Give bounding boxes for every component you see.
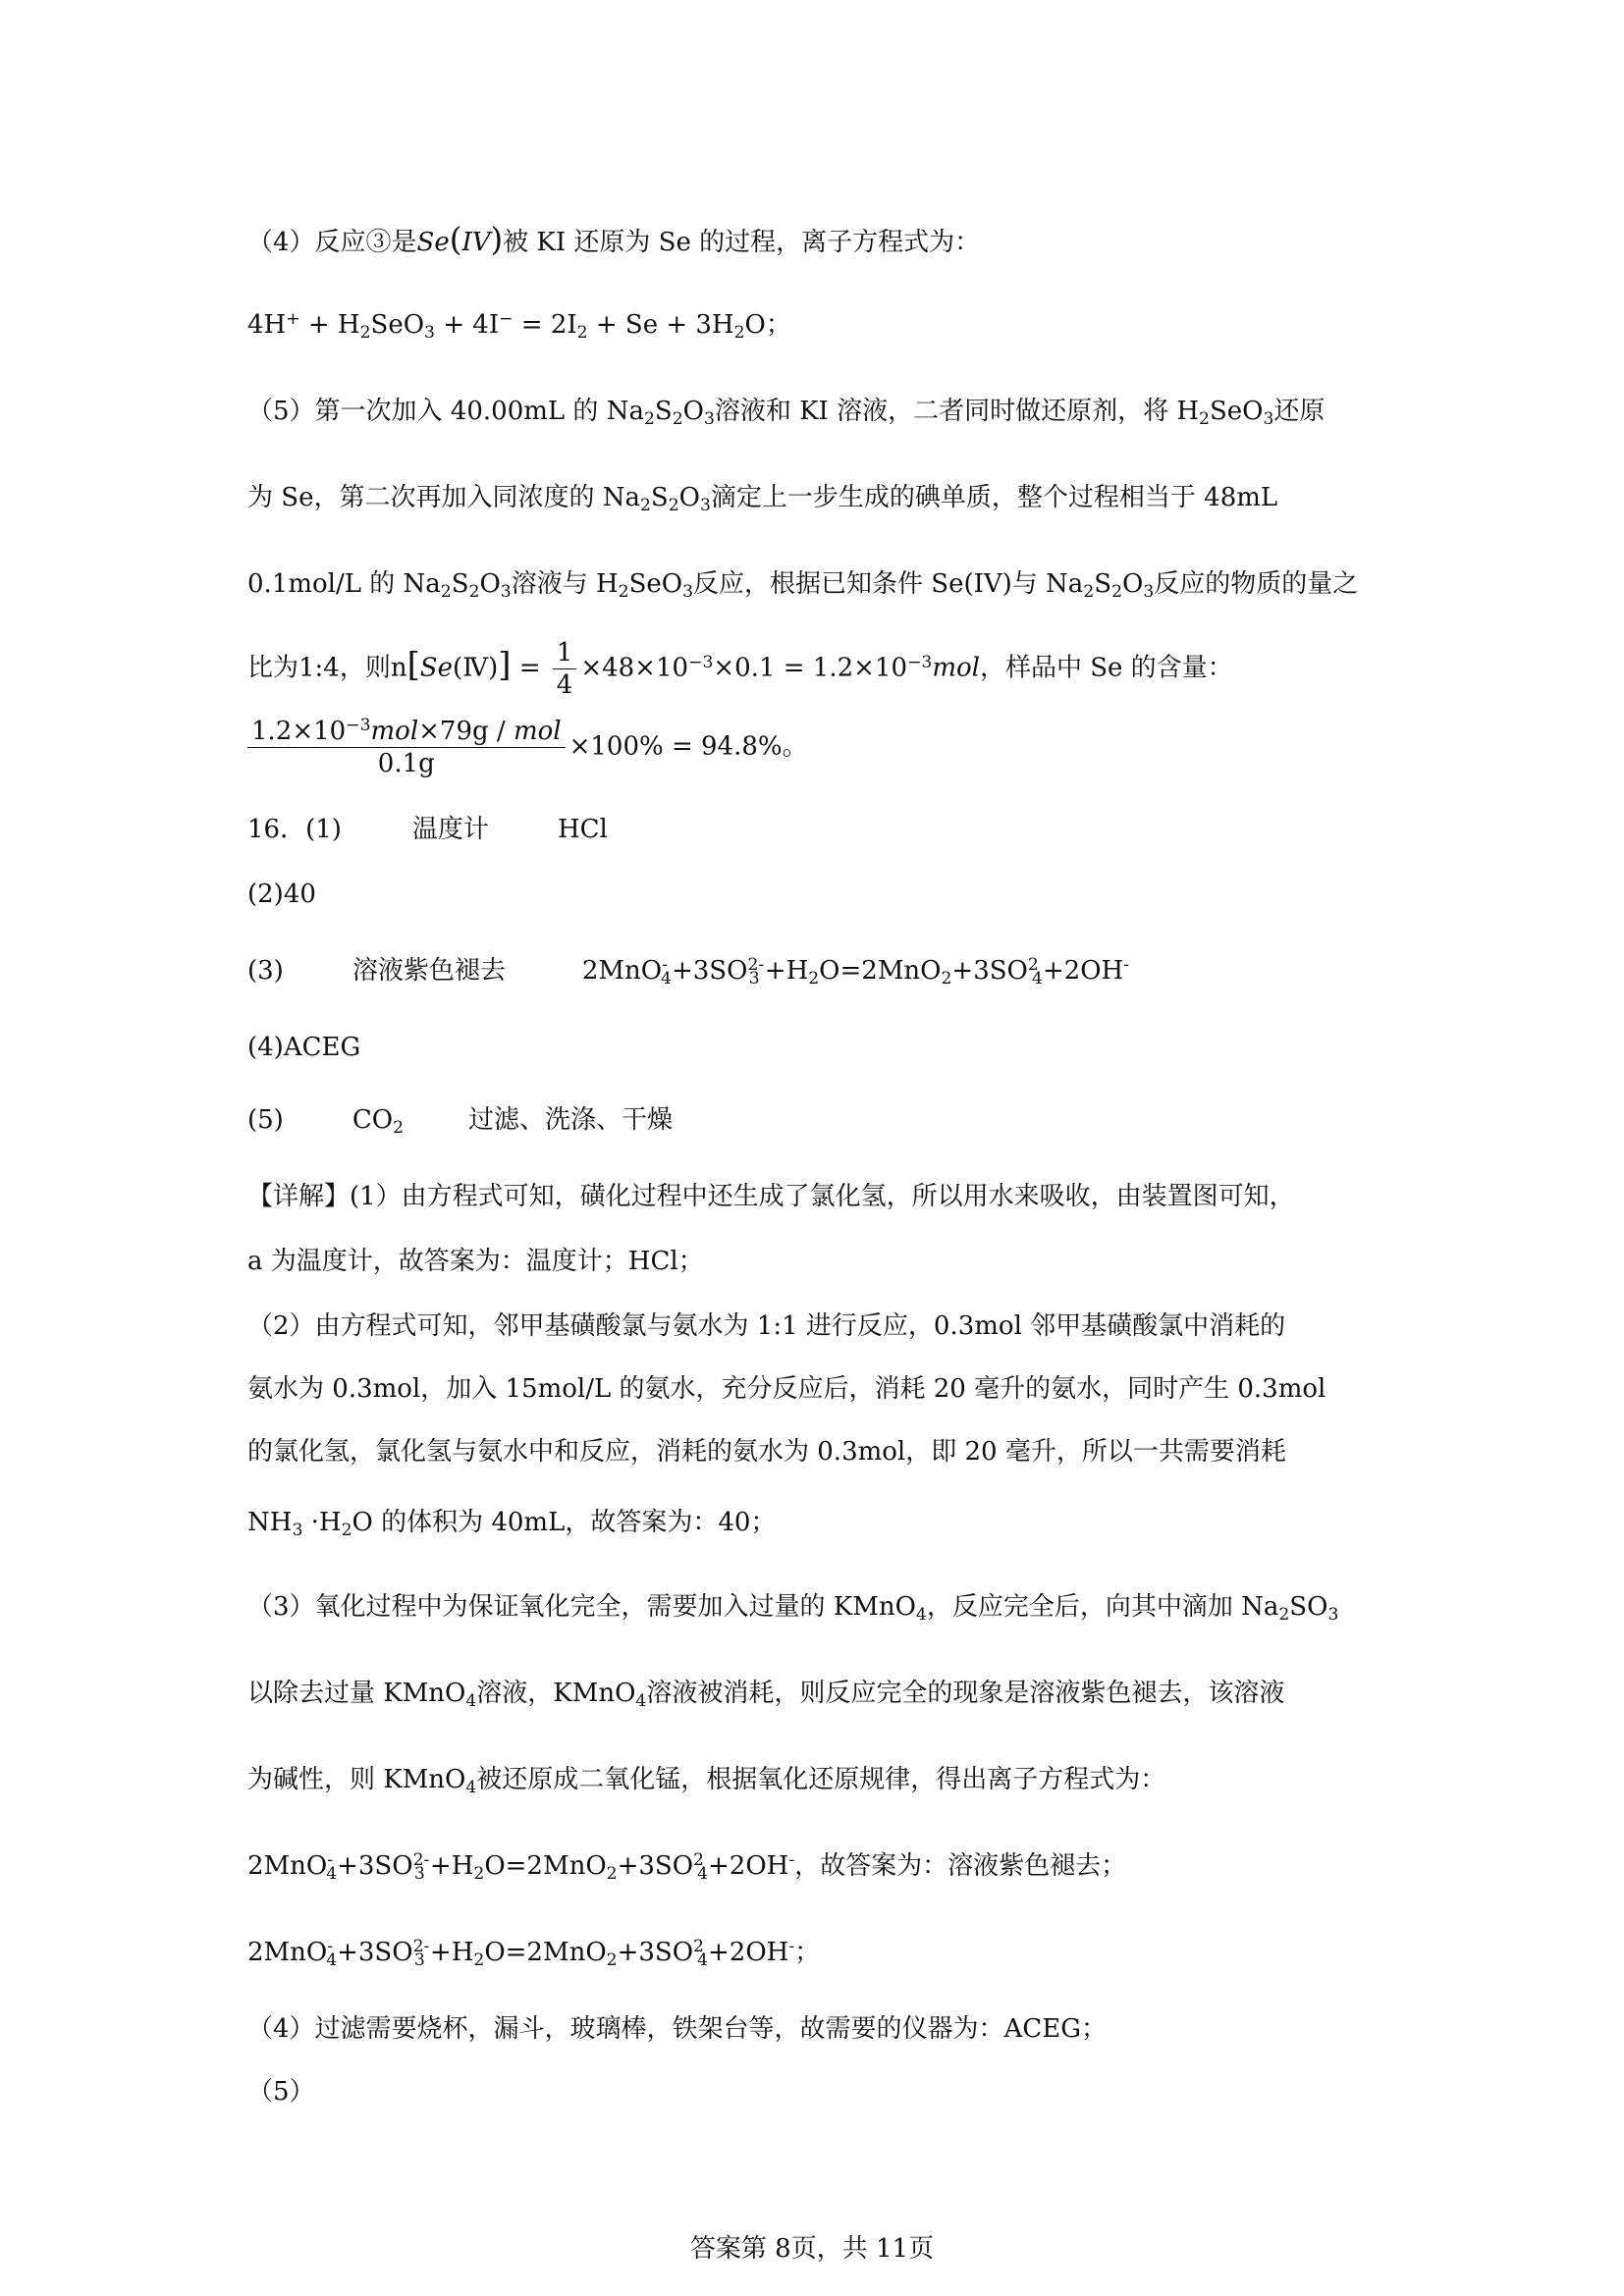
eq-sup: 2 xyxy=(693,1850,704,1871)
text: 为 Se，第二次再加入同浓度的 Na xyxy=(247,483,640,512)
eq-sup: - xyxy=(1123,955,1130,976)
content-fraction xyxy=(247,716,566,778)
answer-5-line1 xyxy=(247,397,1326,430)
text: O xyxy=(678,483,700,512)
oxidation-state: (Ⅳ) xyxy=(452,653,499,683)
eq-sub: 3 xyxy=(413,1864,425,1885)
fraction-one-quarter xyxy=(553,640,577,698)
sub: 2 xyxy=(618,582,629,603)
sub: 2 xyxy=(341,1521,352,1541)
eq-part: O=2MnO xyxy=(819,956,942,986)
explanation-4: （4）过滤需要烧杯，漏斗，玻璃棒，铁架台等，故需要的仪器为：ACEG； xyxy=(247,2014,1107,2044)
text: （5）第一次加入 40.00mL 的 Na xyxy=(247,397,644,426)
text: 比为1:4，则n xyxy=(247,653,407,683)
eq-sub: 3 xyxy=(424,323,435,344)
sub: 3 xyxy=(703,409,715,430)
eq-sub: 3 xyxy=(748,969,760,989)
text: ×79g / xyxy=(418,717,514,746)
eq-part: +3SO xyxy=(337,1851,413,1881)
sub: 2 xyxy=(672,409,683,430)
sub: 2 xyxy=(639,496,651,516)
eq-sup: 2- xyxy=(412,1937,430,1957)
eq-sub: 2 xyxy=(941,969,952,989)
eq-part: = 2I xyxy=(513,310,577,340)
eq-part: 2MnO xyxy=(247,1851,328,1881)
eq-sub: 2 xyxy=(473,1950,485,1971)
eq-sup: 2- xyxy=(412,1850,430,1871)
paren-open: ( xyxy=(449,221,462,258)
eq-part: +H xyxy=(429,1851,474,1881)
eq-sub: 4 xyxy=(326,1950,338,1971)
sub: 2 xyxy=(643,409,655,430)
eq-sub: 4 xyxy=(661,969,672,989)
label: (3) xyxy=(247,956,284,986)
label: 16．(1) xyxy=(247,815,342,844)
explanation-2-line2: 氨水为 0.3mol，加入 15mol/L 的氨水，充分反应后，消耗 20 毫升的氨水，同时产生 0.3mol xyxy=(247,1374,1326,1404)
numerator xyxy=(247,716,566,748)
eq-sub: 4 xyxy=(326,1864,338,1885)
explanation-3-line2 xyxy=(247,1679,1285,1712)
eq-part: + H xyxy=(299,310,360,340)
sub: 3 xyxy=(1327,1605,1339,1626)
text: ； xyxy=(794,1938,821,1967)
eq-sup: 2 xyxy=(693,1937,704,1957)
equation xyxy=(581,955,1130,989)
eq-part: + Se + 3H xyxy=(587,310,734,340)
eq-sub: 4 xyxy=(697,1950,709,1971)
text: S xyxy=(1094,569,1112,599)
eq-sub: 4 xyxy=(697,1864,709,1885)
eq-part: 4H xyxy=(247,310,287,340)
text: SeO xyxy=(1209,397,1264,426)
text: 反应的物质的量之 xyxy=(1154,569,1359,599)
text: NH xyxy=(247,1508,293,1537)
eq-sup: 2- xyxy=(747,955,765,976)
denominator: 0.1g xyxy=(377,749,435,778)
eq-sup: - xyxy=(788,1937,795,1957)
eq-sup: + xyxy=(286,309,300,330)
sup: −3 xyxy=(688,652,714,672)
equals: = xyxy=(511,653,549,683)
explanation-5: （5） xyxy=(247,2077,315,2107)
oxidation-state: IV xyxy=(461,228,491,257)
explanation-1-line1: 【详解】(1）由方程式可知，磺化过程中还生成了氯化氢，所以用水来吸收，由装置图可知， xyxy=(247,1182,1295,1211)
explanation-2-line3: 的氯化氢，氯化氢与氨水中和反应，消耗的氨水为 0.3mol，即 20 毫升，所以一共需要消耗 xyxy=(247,1437,1286,1467)
sub: 2 xyxy=(440,582,452,603)
answer: 过滤、洗涤、干燥 xyxy=(467,1105,673,1135)
sub: 3 xyxy=(1263,409,1274,430)
paren-close: ) xyxy=(490,221,504,258)
eq-part: +H xyxy=(429,1938,474,1967)
text: SeO xyxy=(628,569,683,599)
eq-part: O=2MnO xyxy=(484,1938,607,1967)
text: 还原 xyxy=(1273,397,1326,426)
text: ·H xyxy=(302,1508,342,1537)
eq-sub: 3 xyxy=(413,1950,425,1971)
sub: 2 xyxy=(393,1118,404,1139)
text: 以除去过量 KMnO xyxy=(247,1679,466,1708)
sub: 2 xyxy=(668,496,679,516)
text: ，样品中 Se 的含量： xyxy=(979,653,1233,683)
text: O 的体积为 40mL，故答案为：40； xyxy=(352,1508,777,1537)
explanation-3-line1 xyxy=(247,1592,1339,1626)
se-content-formula xyxy=(247,716,808,778)
answer: HCl xyxy=(557,815,608,844)
text: （3）氧化过程中为保证氧化完全，需要加入过量的 KMnO xyxy=(247,1592,916,1622)
text: ×0.1 = 1.2×10 xyxy=(713,653,908,683)
answer: CO xyxy=(352,1105,394,1135)
answer-5-line3 xyxy=(247,569,1359,603)
text: ，反应完全后，向其中滴加 Na xyxy=(926,1592,1279,1622)
unit: mol xyxy=(370,717,419,746)
sub: 2 xyxy=(1083,582,1095,603)
sub: 4 xyxy=(465,1691,477,1712)
eq-sup: − xyxy=(499,309,514,330)
eq-sup: 2 xyxy=(1027,955,1039,976)
q16-answer-3 xyxy=(247,955,1130,989)
eq-sup: - xyxy=(327,1937,334,1957)
denominator: 4 xyxy=(556,670,573,700)
text: 溶液和 KI 溶液，二者同时做还原剂，将 H xyxy=(714,397,1200,426)
eq-part: +H xyxy=(764,956,809,986)
text: 溶液与 H xyxy=(511,569,619,599)
se-symbol: Se xyxy=(416,228,450,257)
answer: 溶液紫色褪去 xyxy=(352,956,506,986)
sub: 4 xyxy=(635,1691,647,1712)
text: ×100% = 94.8%。 xyxy=(568,731,808,762)
explanation-2-line1: （2）由方程式可知，邻甲基磺酸氯与氨水为 1:1 进行反应，0.3mol 邻甲基磺酸氯中消耗的 xyxy=(247,1311,1286,1341)
numerator: 1 xyxy=(553,640,577,669)
eq-part: +2OH xyxy=(708,1851,789,1881)
text: ，故答案为：溶液紫色褪去； xyxy=(794,1851,1127,1881)
eq-part: O=2MnO xyxy=(484,1851,607,1881)
q16-answer-5 xyxy=(247,1105,673,1139)
explanation-1-line2: a 为温度计，故答案为：温度计；HCl； xyxy=(247,1247,704,1276)
q16-answer-2: (2)40 xyxy=(247,880,316,909)
ion-equation-se xyxy=(247,309,791,344)
text: 1.2×10 xyxy=(251,717,347,746)
eq-sup: - xyxy=(662,955,668,976)
text: 溶液，KMnO xyxy=(476,1679,636,1708)
eq-sup: - xyxy=(788,1850,795,1871)
eq-sub: 2 xyxy=(576,323,588,344)
text: O xyxy=(682,397,704,426)
text: 溶液被消耗，则反应完全的现象是溶液紫色褪去，该溶液 xyxy=(646,1679,1285,1708)
eq-sub: 2 xyxy=(733,323,745,344)
eq-part: SeO xyxy=(370,310,425,340)
bracket-open: [ xyxy=(406,645,420,684)
eq-sub: 2 xyxy=(606,1950,618,1971)
text: O xyxy=(1121,569,1144,599)
eq-sub: 4 xyxy=(1031,969,1043,989)
sub: 3 xyxy=(699,496,711,516)
eq-sup: - xyxy=(327,1850,334,1871)
sub: 3 xyxy=(500,582,512,603)
sub: 3 xyxy=(682,582,693,603)
eq-part: +3SO xyxy=(617,1851,694,1881)
text: ×48×10 xyxy=(580,653,689,683)
sub: 4 xyxy=(915,1605,927,1626)
eq-part: 2MnO xyxy=(581,956,663,986)
eq-part: 2MnO xyxy=(247,1938,328,1967)
sub: 2 xyxy=(1278,1605,1290,1626)
q16-answer-4: (4)ACEG xyxy=(247,1033,361,1062)
answer-5-line2 xyxy=(247,483,1278,516)
label: (5) xyxy=(247,1105,284,1135)
answer-4-intro xyxy=(247,221,981,258)
page-footer: 答案第 8页，共 11页 xyxy=(689,2234,935,2264)
sub: 2 xyxy=(1111,582,1122,603)
eq-sub: 2 xyxy=(359,323,371,344)
eq-part: + 4I xyxy=(434,310,500,340)
text: 反应，根据已知条件 Se(IV)与 Na xyxy=(693,569,1084,599)
sub: 2 xyxy=(1199,409,1210,430)
text: SO xyxy=(1289,1592,1328,1622)
eq-part: +2OH xyxy=(708,1938,789,1967)
bracket-close: ] xyxy=(498,645,512,684)
eq-part: +3SO xyxy=(951,956,1028,986)
answer: 温度计 xyxy=(411,815,489,844)
text: 0.1mol/L 的 Na xyxy=(247,569,441,599)
text: （4）反应③是 xyxy=(247,228,417,257)
q16-answer-1 xyxy=(247,817,608,842)
eq-sub: 2 xyxy=(473,1864,485,1885)
sup: −3 xyxy=(346,716,371,736)
explanation-2-line4 xyxy=(247,1508,777,1541)
explanation-3-equation1 xyxy=(247,1850,1127,1885)
explanation-3-line3 xyxy=(247,1765,1166,1798)
eq-part: O； xyxy=(744,310,791,340)
text: S xyxy=(654,397,673,426)
sub: 4 xyxy=(465,1778,477,1798)
answer-5-calc xyxy=(247,640,1233,698)
eq-sub: 2 xyxy=(808,969,820,989)
eq-part: +3SO xyxy=(617,1938,694,1967)
text: O xyxy=(479,569,501,599)
eq-part: +2OH xyxy=(1042,956,1124,986)
sup: −3 xyxy=(907,652,933,672)
text: 滴定上一步生成的碘单质，整个过程相当于 48mL xyxy=(710,483,1278,512)
sub: 2 xyxy=(468,582,480,603)
text: 为碱性，则 KMnO xyxy=(247,1765,466,1794)
unit: mol xyxy=(513,717,562,746)
se-symbol: Se xyxy=(419,653,453,683)
text: S xyxy=(451,569,469,599)
text: 被 KI 还原为 Se 的过程，离子方程式为： xyxy=(503,228,981,257)
text: S xyxy=(650,483,669,512)
sub: 3 xyxy=(292,1521,303,1541)
sub: 3 xyxy=(1143,582,1155,603)
explanation-3-equation2 xyxy=(247,1937,821,1971)
eq-sub: 2 xyxy=(606,1864,618,1885)
text: 被还原成二氧化锰，根据氧化还原规律，得出离子方程式为： xyxy=(476,1765,1166,1794)
eq-part: +3SO xyxy=(337,1938,413,1967)
unit: mol xyxy=(932,653,980,683)
eq-part: +3SO xyxy=(671,956,748,986)
